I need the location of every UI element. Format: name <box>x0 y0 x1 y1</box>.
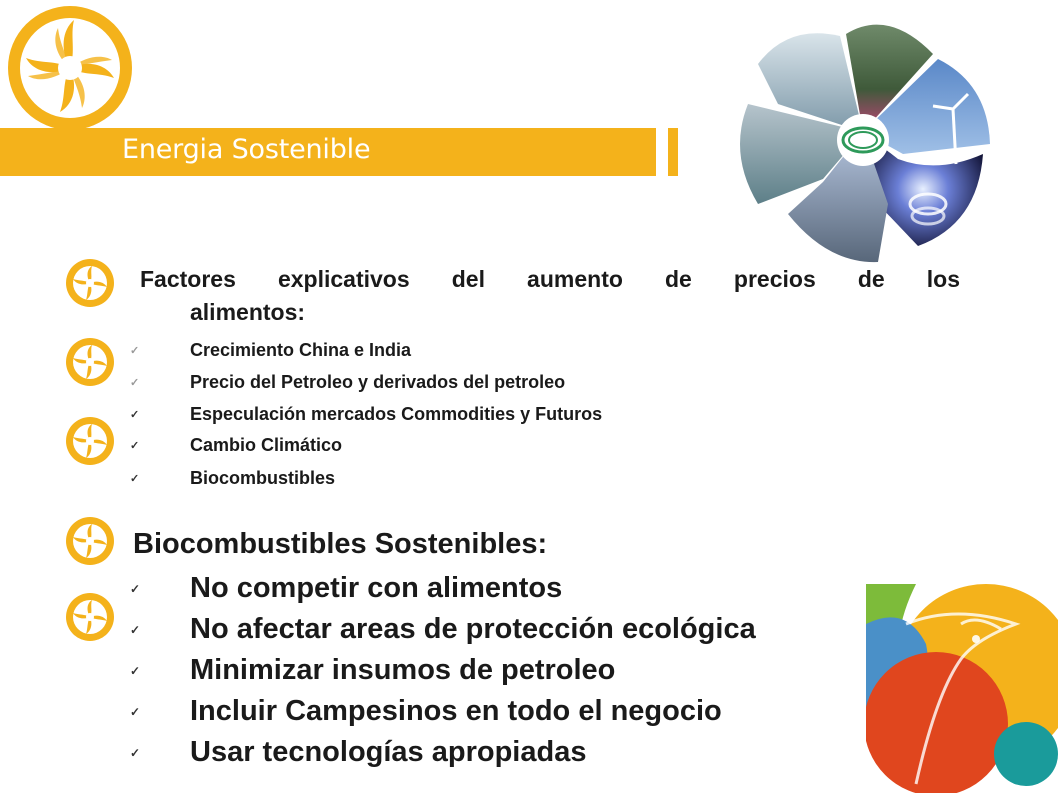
factor-item <box>130 402 602 426</box>
check-icon: ✓ <box>130 473 140 486</box>
factor-item-label: Biocombustibles <box>190 468 336 488</box>
sustainable-item <box>130 609 756 649</box>
check-icon: ✓ <box>130 582 141 597</box>
sun-bullet-icon <box>64 415 116 467</box>
sustainable-item-label: Minimizar insumos de petroleo <box>190 654 616 686</box>
sustainable-item-label: No afectar areas de protección ecológica <box>190 613 756 645</box>
factor-item-label: Precio del Petroleo y derivados del petroleo <box>190 372 566 392</box>
sun-logo-icon <box>0 0 140 140</box>
factors-heading: Factores explicativos del aumento de precios de los <box>140 266 960 292</box>
sun-bullet-icon <box>64 257 116 309</box>
sustainable-item-label: Usar tecnologías apropiadas <box>190 736 587 768</box>
sun-bullet-icon <box>64 515 116 567</box>
title-accent-bar <box>668 128 678 176</box>
factor-item <box>130 338 411 362</box>
sustainable-heading: Biocombustibles Sostenibles: <box>133 528 548 560</box>
sustainable-item <box>130 691 722 731</box>
sun-bullet-icon <box>64 591 116 643</box>
check-icon: ✓ <box>130 664 141 679</box>
factor-item <box>130 433 342 457</box>
check-icon: ✓ <box>130 377 140 390</box>
factor-item-label: Especulación mercados Commodities y Futuros <box>190 404 603 424</box>
sustainable-item-label: No competir con alimentos <box>190 572 563 604</box>
sustainable-item <box>130 568 562 608</box>
bird-logo-icon <box>866 584 1058 793</box>
page-title: Energia Sostenible <box>122 134 371 165</box>
sustainable-item <box>130 732 586 772</box>
renewable-energy-collage-image <box>728 14 998 264</box>
check-icon: ✓ <box>130 623 141 638</box>
factor-item-label: Cambio Climático <box>190 435 343 455</box>
factor-item <box>130 370 565 394</box>
check-icon: ✓ <box>130 705 141 720</box>
sustainable-item-label: Incluir Campesinos en todo el negocio <box>190 695 722 727</box>
check-icon: ✓ <box>130 746 141 761</box>
factors-heading-continuation: alimentos: <box>190 299 306 325</box>
check-icon: ✓ <box>130 440 140 453</box>
sun-bullet-icon <box>64 336 116 388</box>
check-icon: ✓ <box>130 345 140 358</box>
sustainable-item <box>130 650 615 690</box>
factor-item-label: Crecimiento China e India <box>190 340 412 360</box>
factor-item <box>130 466 335 490</box>
check-icon: ✓ <box>130 409 140 422</box>
